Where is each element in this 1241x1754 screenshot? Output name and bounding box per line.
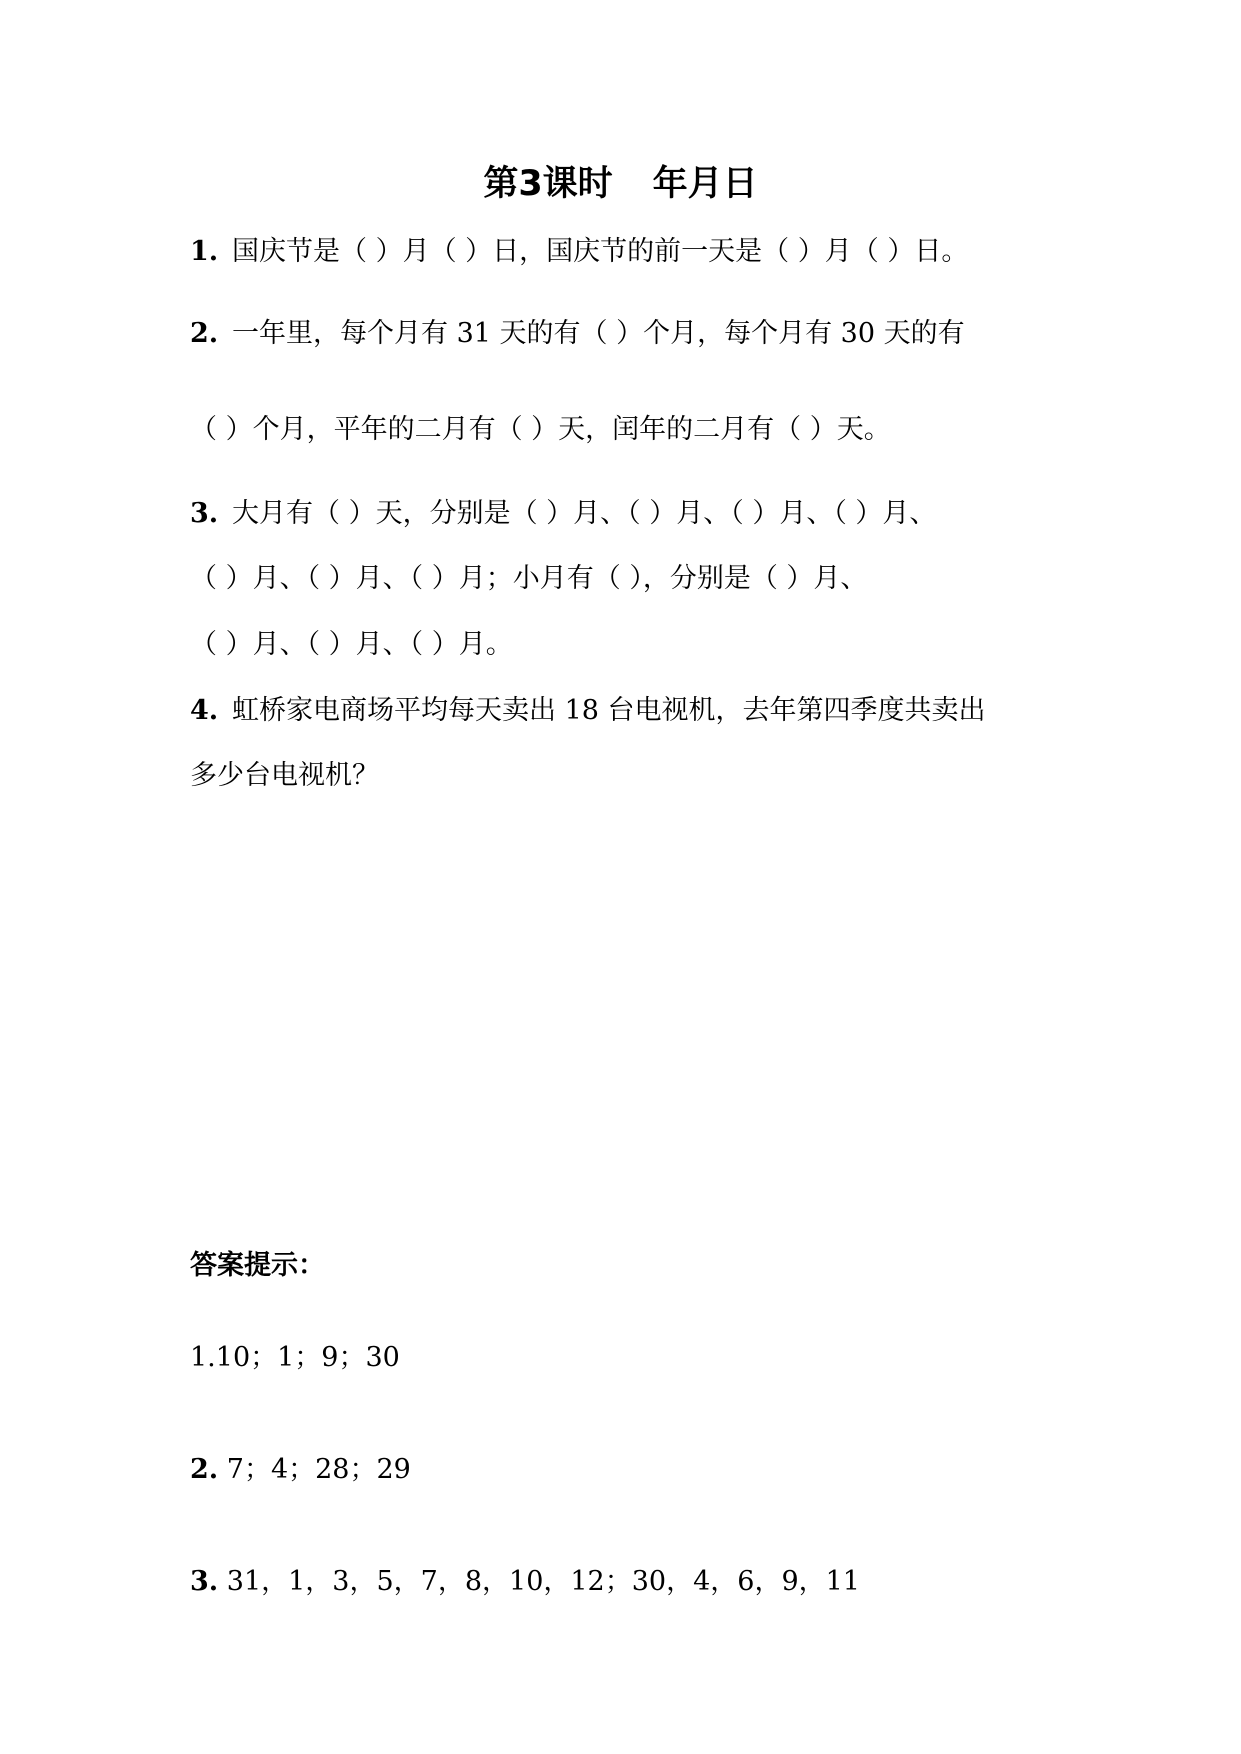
lesson-label: 第3课时 — [483, 164, 613, 204]
answer-number: 2. — [190, 1454, 219, 1485]
question-3-line-2 — [190, 561, 867, 597]
question-text: 大月有（ ）天，分别是（ ）月、（ ）月、（ ）月、（ ）月、 — [232, 498, 937, 529]
page-title — [0, 162, 1241, 206]
answer-1 — [190, 1340, 400, 1376]
answer-3 — [190, 1564, 860, 1600]
question-2 — [190, 316, 965, 352]
question-1 — [190, 234, 968, 270]
question-text: 一年里，每个月有 31 天的有（ ）个月，每个月有 30 天的有 — [232, 318, 965, 349]
question-text: （ ）月、（ ）月、（ ）月。 — [190, 629, 513, 660]
question-text: （ ）个月，平年的二月有（ ）天，闰年的二月有（ ）天。 — [190, 414, 891, 445]
answer-number: 3. — [190, 1566, 219, 1597]
answer-text: 31，1，3，5，7，8，10，12；30，4，6，9，11 — [218, 1566, 860, 1597]
question-number: 2. — [190, 318, 219, 349]
question-2-line-2 — [190, 412, 891, 448]
question-4-line-2 — [190, 758, 379, 794]
question-number: 4. — [190, 695, 219, 726]
answers-heading: 答案提示： — [190, 1250, 325, 1281]
answer-2 — [190, 1452, 411, 1488]
question-text: （ ）月、（ ）月、（ ）月；小月有（ ），分别是（ ）月、 — [190, 563, 868, 594]
question-text: 多少台电视机？ — [190, 760, 379, 791]
answer-text: 7；4；28；29 — [218, 1454, 411, 1485]
question-text: 虹桥家电商场平均每天卖出 18 台电视机，去年第四季度共卖出 — [232, 695, 986, 726]
question-3-line-3 — [190, 627, 513, 663]
topic-label: 年月日 — [652, 164, 758, 204]
question-number: 3. — [190, 498, 219, 529]
answer-text: 1.10；1；9；30 — [190, 1342, 400, 1373]
question-3 — [190, 496, 936, 532]
question-4 — [190, 693, 986, 729]
question-text: 国庆节是（ ）月（ ）日，国庆节的前一天是（ ）月（ ）日。 — [232, 236, 969, 267]
question-number: 1. — [190, 236, 219, 267]
